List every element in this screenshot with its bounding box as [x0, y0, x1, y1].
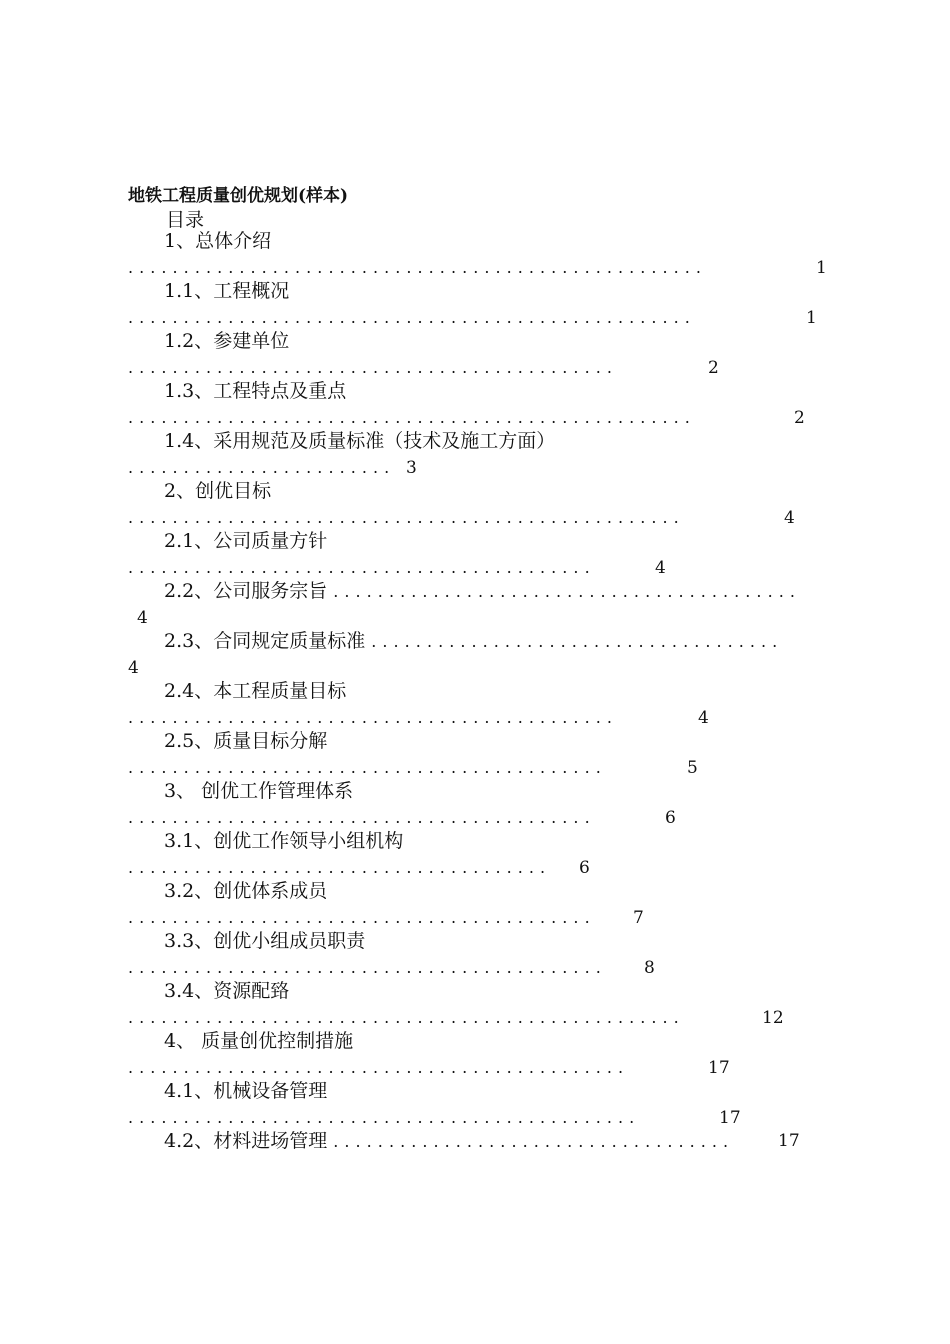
- toc-entry-1-1-title[interactable]: 1.1、工程概况: [164, 280, 290, 302]
- toc-entry-2-1-leader: ..........................................: [128, 558, 596, 577]
- toc-entry-3-4-leader: ..................................................: [128, 1008, 685, 1027]
- toc-entry-2-3-label: 2.3、合同规定质量标准: [164, 630, 366, 652]
- toc-entry-4-2-label: 4.2、材料进场管理: [164, 1130, 328, 1152]
- toc-entry-3-2-title[interactable]: 3.2、创优体系成员: [164, 880, 328, 902]
- toc-entry-1-4-title[interactable]: 1.4、采用规范及质量标准（技术及施工方面）: [164, 430, 556, 452]
- toc-entry-4-1-leader: ..............................................: [128, 1108, 641, 1127]
- toc-entry-2-3-leader: .....................................: [371, 632, 784, 651]
- toc-entry-3-3-page: 8: [644, 958, 655, 978]
- toc-entry-1-3-leader: ...................................................: [128, 408, 696, 427]
- toc-entry-4-title[interactable]: 4、 质量创优控制措施: [164, 1030, 354, 1052]
- toc-entry-4-1-page: 17: [719, 1108, 741, 1128]
- toc-entry-3-2-leader: ..........................................: [128, 908, 596, 927]
- toc-heading: 目录: [166, 209, 205, 231]
- toc-entry-2-3-page: 4: [128, 658, 139, 678]
- toc-entry-3-3-leader: ...........................................: [128, 958, 607, 977]
- document-title: 地铁工程质量创优规划(样本): [128, 186, 349, 206]
- toc-entry-3-page: 6: [665, 808, 676, 828]
- toc-entry-3-1-title[interactable]: 3.1、创优工作领导小组机构: [164, 830, 404, 852]
- toc-entry-1-2-title[interactable]: 1.2、参建单位: [164, 330, 290, 352]
- toc-entry-3-2-page: 7: [633, 908, 644, 928]
- toc-entry-2-2-title[interactable]: [164, 579, 801, 604]
- toc-entry-4-page: 17: [708, 1058, 730, 1078]
- toc-entry-3-4-title[interactable]: 3.4、资源配臵: [164, 980, 290, 1002]
- toc-entry-1-3-title[interactable]: 1.3、工程特点及重点: [164, 380, 347, 402]
- toc-entry-1-2-page: 2: [708, 358, 719, 378]
- toc-entry-1-3-page: 2: [794, 408, 805, 428]
- toc-entry-3-4-page: 12: [762, 1008, 784, 1028]
- toc-entry-1-leader: ....................................................: [128, 258, 708, 277]
- toc-entry-2-2-page: 4: [137, 608, 148, 628]
- toc-entry-1-title[interactable]: 1、总体介绍: [164, 230, 272, 252]
- toc-entry-2-4-title[interactable]: 2.4、本工程质量目标: [164, 680, 347, 702]
- toc-entry-4-1-title[interactable]: 4.1、机械设备管理: [164, 1080, 328, 1102]
- toc-entry-2-leader: ..................................................: [128, 508, 685, 527]
- toc-entry-2-2-label: 2.2、公司服务宗旨: [164, 580, 328, 602]
- toc-entry-2-page: 4: [784, 508, 795, 528]
- toc-entry-1-1-leader: ...................................................: [128, 308, 696, 327]
- toc-entry-2-1-page: 4: [655, 558, 666, 578]
- toc-entry-4-2-leader: ....................................: [333, 1132, 735, 1151]
- toc-entry-1-4-leader: ........................: [128, 458, 396, 477]
- toc-entry-1-1-page: 1: [806, 308, 817, 328]
- toc-entry-4-2-title[interactable]: [164, 1129, 734, 1154]
- toc-entry-1-page: 1: [816, 258, 827, 278]
- toc-entry-4-leader: .............................................: [128, 1058, 630, 1077]
- toc-entry-2-1-title[interactable]: 2.1、公司质量方针: [164, 530, 328, 552]
- toc-entry-3-3-title[interactable]: 3.3、创优小组成员职责: [164, 930, 366, 952]
- toc-entry-2-3-title[interactable]: [164, 629, 783, 654]
- toc-entry-2-4-leader: ............................................: [128, 708, 618, 727]
- toc-entry-3-title[interactable]: 3、 创优工作管理体系: [164, 780, 354, 802]
- toc-entry-2-2-leader: ..........................................: [333, 582, 801, 601]
- toc-entry-2-title[interactable]: 2、创优目标: [164, 480, 272, 502]
- toc-entry-3-leader: ..........................................: [128, 808, 596, 827]
- toc-entry-2-4-page: 4: [698, 708, 709, 728]
- toc-entry-2-5-title[interactable]: 2.5、质量目标分解: [164, 730, 328, 752]
- toc-entry-2-5-page: 5: [687, 758, 698, 778]
- toc-entry-3-1-page: 6: [579, 858, 590, 878]
- toc-entry-3-1-leader: ......................................: [128, 858, 552, 877]
- toc-entry-1-2-leader: ............................................: [128, 358, 618, 377]
- toc-entry-1-4-page: 3: [406, 458, 417, 478]
- toc-entry-2-5-leader: ...........................................: [128, 758, 607, 777]
- toc-entry-4-2-page: 17: [778, 1131, 800, 1151]
